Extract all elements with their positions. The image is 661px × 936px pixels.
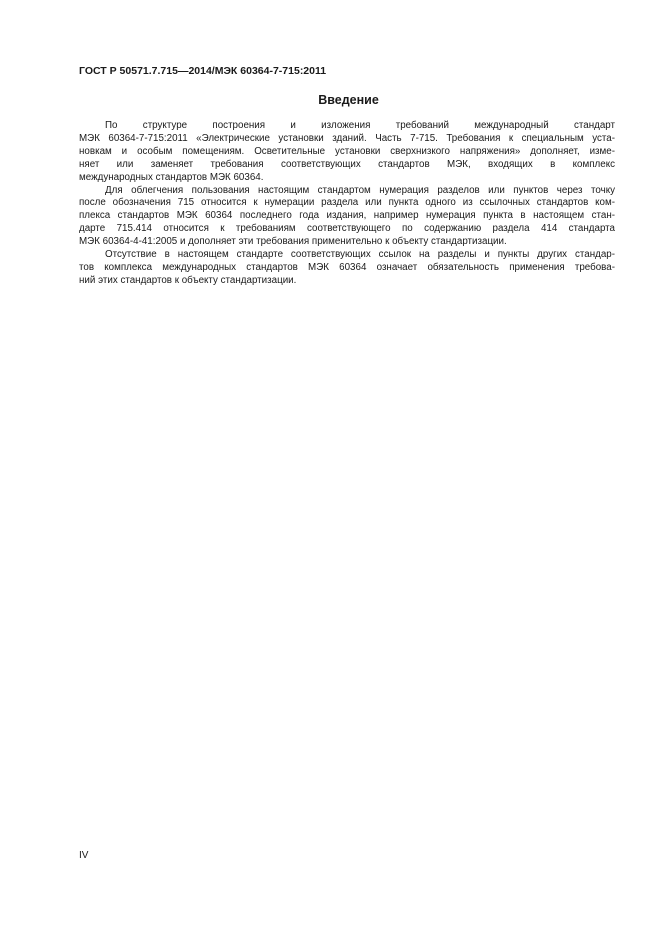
text-line: няет или заменяет требования соответствующих стандартов МЭК, входящих в комплекс [79, 158, 615, 170]
document-header: ГОСТ Р 50571.7.715—2014/МЭК 60364-7-715:2011 [79, 65, 327, 77]
page-number: IV [79, 850, 89, 861]
text-line: после обозначения 715 относится к нумерации раздела или пункта одного из ссылочных стандартов ком- [79, 197, 615, 209]
text-line: международных стандартов МЭК 60364. [79, 171, 264, 183]
text-line: МЭК 60364-4-41:2005 и дополняет эти требования применительно к объекту стандартизации. [79, 236, 507, 248]
section-title: Введение [318, 93, 379, 107]
paragraph-1 [79, 120, 615, 185]
text-line: Отсутствие в настоящем стандарте соответствующих ссылок на разделы и пункты других стандар- [105, 249, 615, 261]
text-line: плекса стандартов МЭК 60364 последнего года издания, например нумерация пункта в настоящем стан- [79, 210, 615, 222]
paragraph-2 [79, 185, 615, 250]
text-line: ний этих стандартов к объекту стандартизации. [79, 274, 297, 286]
text-line: Для облегчения пользования настоящим стандартом нумерация разделов или пунктов через точку [105, 184, 615, 196]
body-text [79, 120, 615, 288]
text-line: новкам и особым помещениям. Осветительные установки сверхнизкого напряжения» дополняет, изме- [79, 145, 615, 157]
text-line: МЭК 60364-7-715:2011 «Электрические установки зданий. Часть 7-715. Требования к специальным уста- [79, 132, 615, 144]
text-line: тов комплекса международных стандартов МЭК 60364 означает обязательность применения требова- [79, 261, 615, 273]
paragraph-3 [79, 249, 615, 288]
text-line: дарте 715.414 относится к требованиям соответствующего по содержанию раздела 414 стандарта [79, 223, 615, 235]
text-line: По структуре построения и изложения требований международный стандарт [105, 120, 615, 131]
